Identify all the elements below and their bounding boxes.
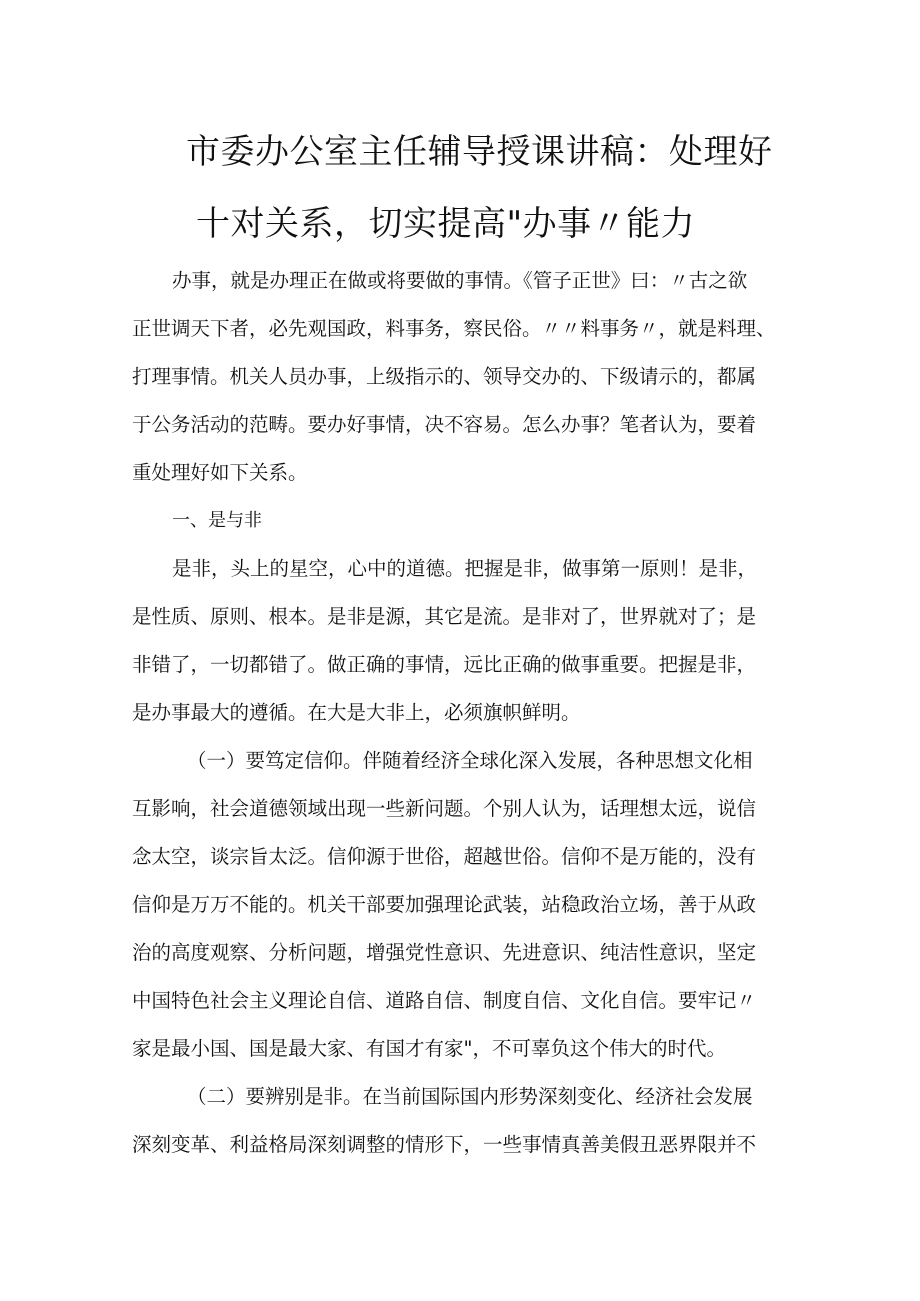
paragraph-faith-line: 信仰是万万不能的。机关干部要加强理论武装，站稳政治立场，善于从政 [132, 893, 757, 916]
paragraph-faith-line: 治的高度观察、分析问题，增强党性意识、先进意识、纯洁性意识，坚定 [132, 941, 757, 964]
paragraph-intro-line: 于公务活动的范畴。要办好事情，决不容易。怎么办事？笔者认为，要着 [132, 413, 757, 436]
paragraph-intro-line: 打理事情。机关人员办事，上级指示的、领导交办的、下级请示的，都属 [132, 365, 757, 388]
paragraph-faith-line: 中国特色社会主义理论自信、道路自信、制度自信、文化自信。要牢记〃 [132, 989, 757, 1012]
paragraph-intro-line: 办事，就是办理正在做或将要做的事情。《管子正世》曰：〃古之欲 [172, 269, 748, 292]
paragraph-faith-line: 互影响，社会道德领域出现一些新问题。个别人认为，话理想太远，说信 [132, 797, 757, 820]
paragraph-right-wrong-line: 是性质、原则、根本。是非是源，其它是流。是非对了，世界就对了；是 [132, 605, 757, 628]
paragraph-faith-line: 家是最小国、国是最大家、有国才有家"，不可辜负这个伟大的时代。 [132, 1037, 726, 1060]
paragraph-right-wrong-line: 是办事最大的遵循。在大是大非上，必须旗帜鲜明。 [132, 701, 581, 724]
paragraph-faith-line: （一）要笃定信仰。伴随着经济全球化深入发展，各种思想文化相 [187, 749, 753, 772]
paragraph-faith-line: 念太空，谈宗旨太泛。信仰源于世俗，超越世俗。信仰不是万能的，没有 [132, 845, 757, 868]
paragraph-intro-line: 重处理好如下关系。 [132, 461, 308, 484]
document-title-line-2: 十对关系，切实提高"办事〃能力 [196, 204, 696, 244]
paragraph-intro-line: 正世调天下者，必先观国政，料事务，察民俗。〃〃料事务〃，就是料理、 [132, 317, 776, 340]
paragraph-discern-line: （二）要辨别是非。在当前国际国内形势深刻变化、经济社会发展 [187, 1085, 753, 1108]
section-heading: 一、是与非 [172, 510, 262, 531]
paragraph-right-wrong-line: 非错了，一切都错了。做正确的事情，远比正确的做事重要。把握是非， [132, 653, 757, 676]
paragraph-discern-line: 深刻变革、利益格局深刻调整的情形下，一些事情真善美假丑恶界限并不 [132, 1133, 757, 1156]
paragraph-right-wrong-line: 是非，头上的星空，心中的道德。把握是非，做事第一原则！是非， [172, 557, 758, 580]
document-title-line-1: 市委办公室主任辅导授课讲稿：处理好 [186, 132, 773, 172]
